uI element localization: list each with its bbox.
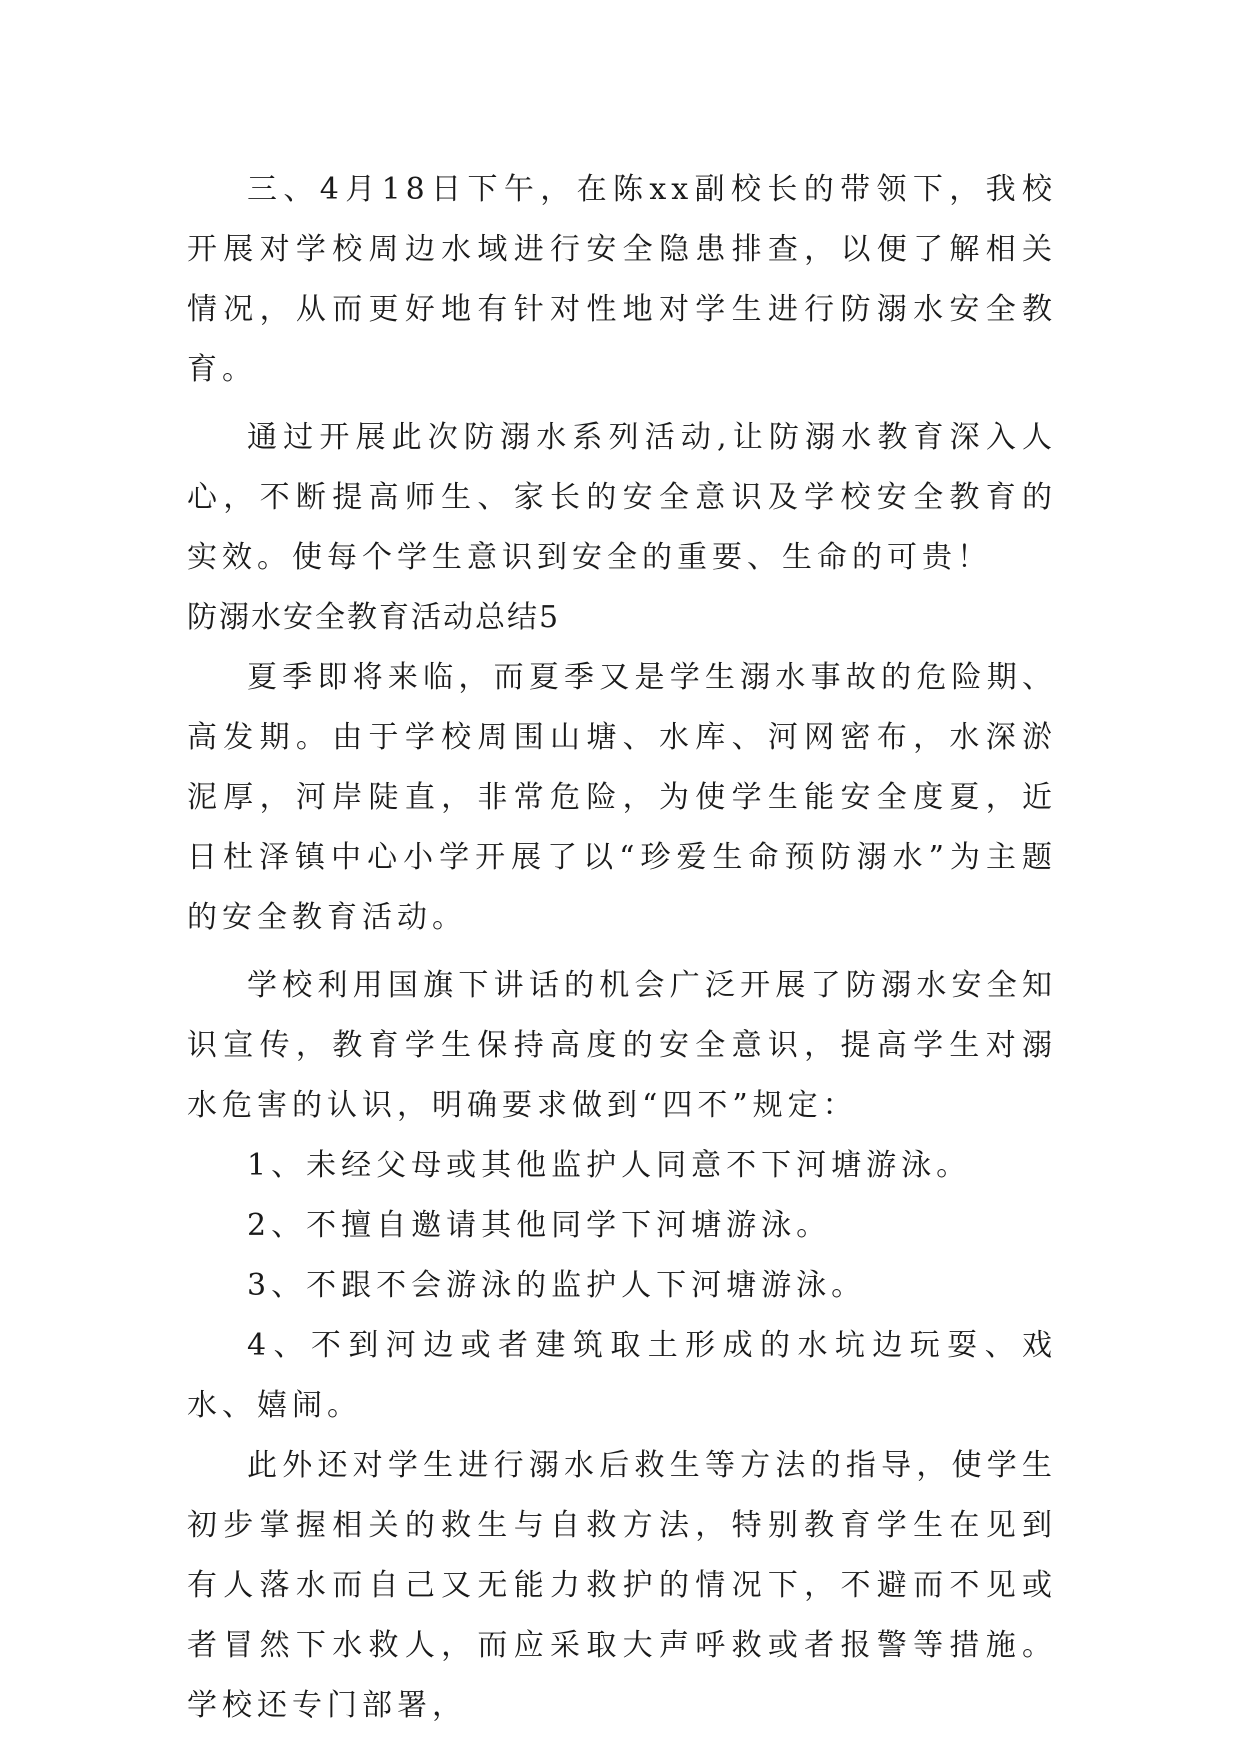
paragraph-rescue-guidance: 此外还对学生进行溺水后救生等方法的指导，使学生初步掌握相关的救生与自救方法，特别教育学生在见到有人落水而自己又无能力救护的情况下，不避而不见或者冒然下水救人，而应采取大声呼救或者报警等措施。学校还专门部署， — [187, 1448, 1057, 1723]
paragraph-activity-result: 通过开展此次防溺水系列活动,让防溺水教育深入人心，不断提高师生、家长的安全意识及学校安全教育的实效。使每个学生意识到安全的重要、生命的可贵！ — [187, 420, 1057, 575]
rule-item-1: 1、未经父母或其他监护人同意不下河塘游泳。 — [247, 1148, 972, 1183]
section-heading: 防溺水安全教育活动总结5 — [187, 600, 561, 635]
document-body — [187, 160, 1057, 1736]
paragraph-flag-speech: 学校利用国旗下讲话的机会广泛开展了防溺水安全知识宣传，教育学生保持高度的安全意识，提高学生对溺水危害的认识，明确要求做到“四不”规定： — [187, 968, 1057, 1123]
rule-item-4: 4、不到河边或者建筑取土形成的水坑边玩耍、戏水、嬉闹。 — [187, 1328, 1057, 1423]
paragraph-inspection: 三、4月18日下午，在陈xx副校长的带领下，我校开展对学校周边水域进行安全隐患排查，以便了解相关情况，从而更好地有针对性地对学生进行防溺水安全教育。 — [187, 172, 1057, 387]
rule-item-2: 2、不擅自邀请其他同学下河塘游泳。 — [247, 1208, 832, 1243]
rule-item-3: 3、不跟不会游泳的监护人下河塘游泳。 — [247, 1268, 867, 1303]
paragraph-summer-intro: 夏季即将来临，而夏季又是学生溺水事故的危险期、高发期。由于学校周围山塘、水库、河网密布，水深淤泥厚，河岸陡直，非常危险，为使学生能安全度夏，近日杜泽镇中心小学开展了以“珍爱生命预防溺水”为主题的安全教育活动。 — [187, 660, 1057, 935]
